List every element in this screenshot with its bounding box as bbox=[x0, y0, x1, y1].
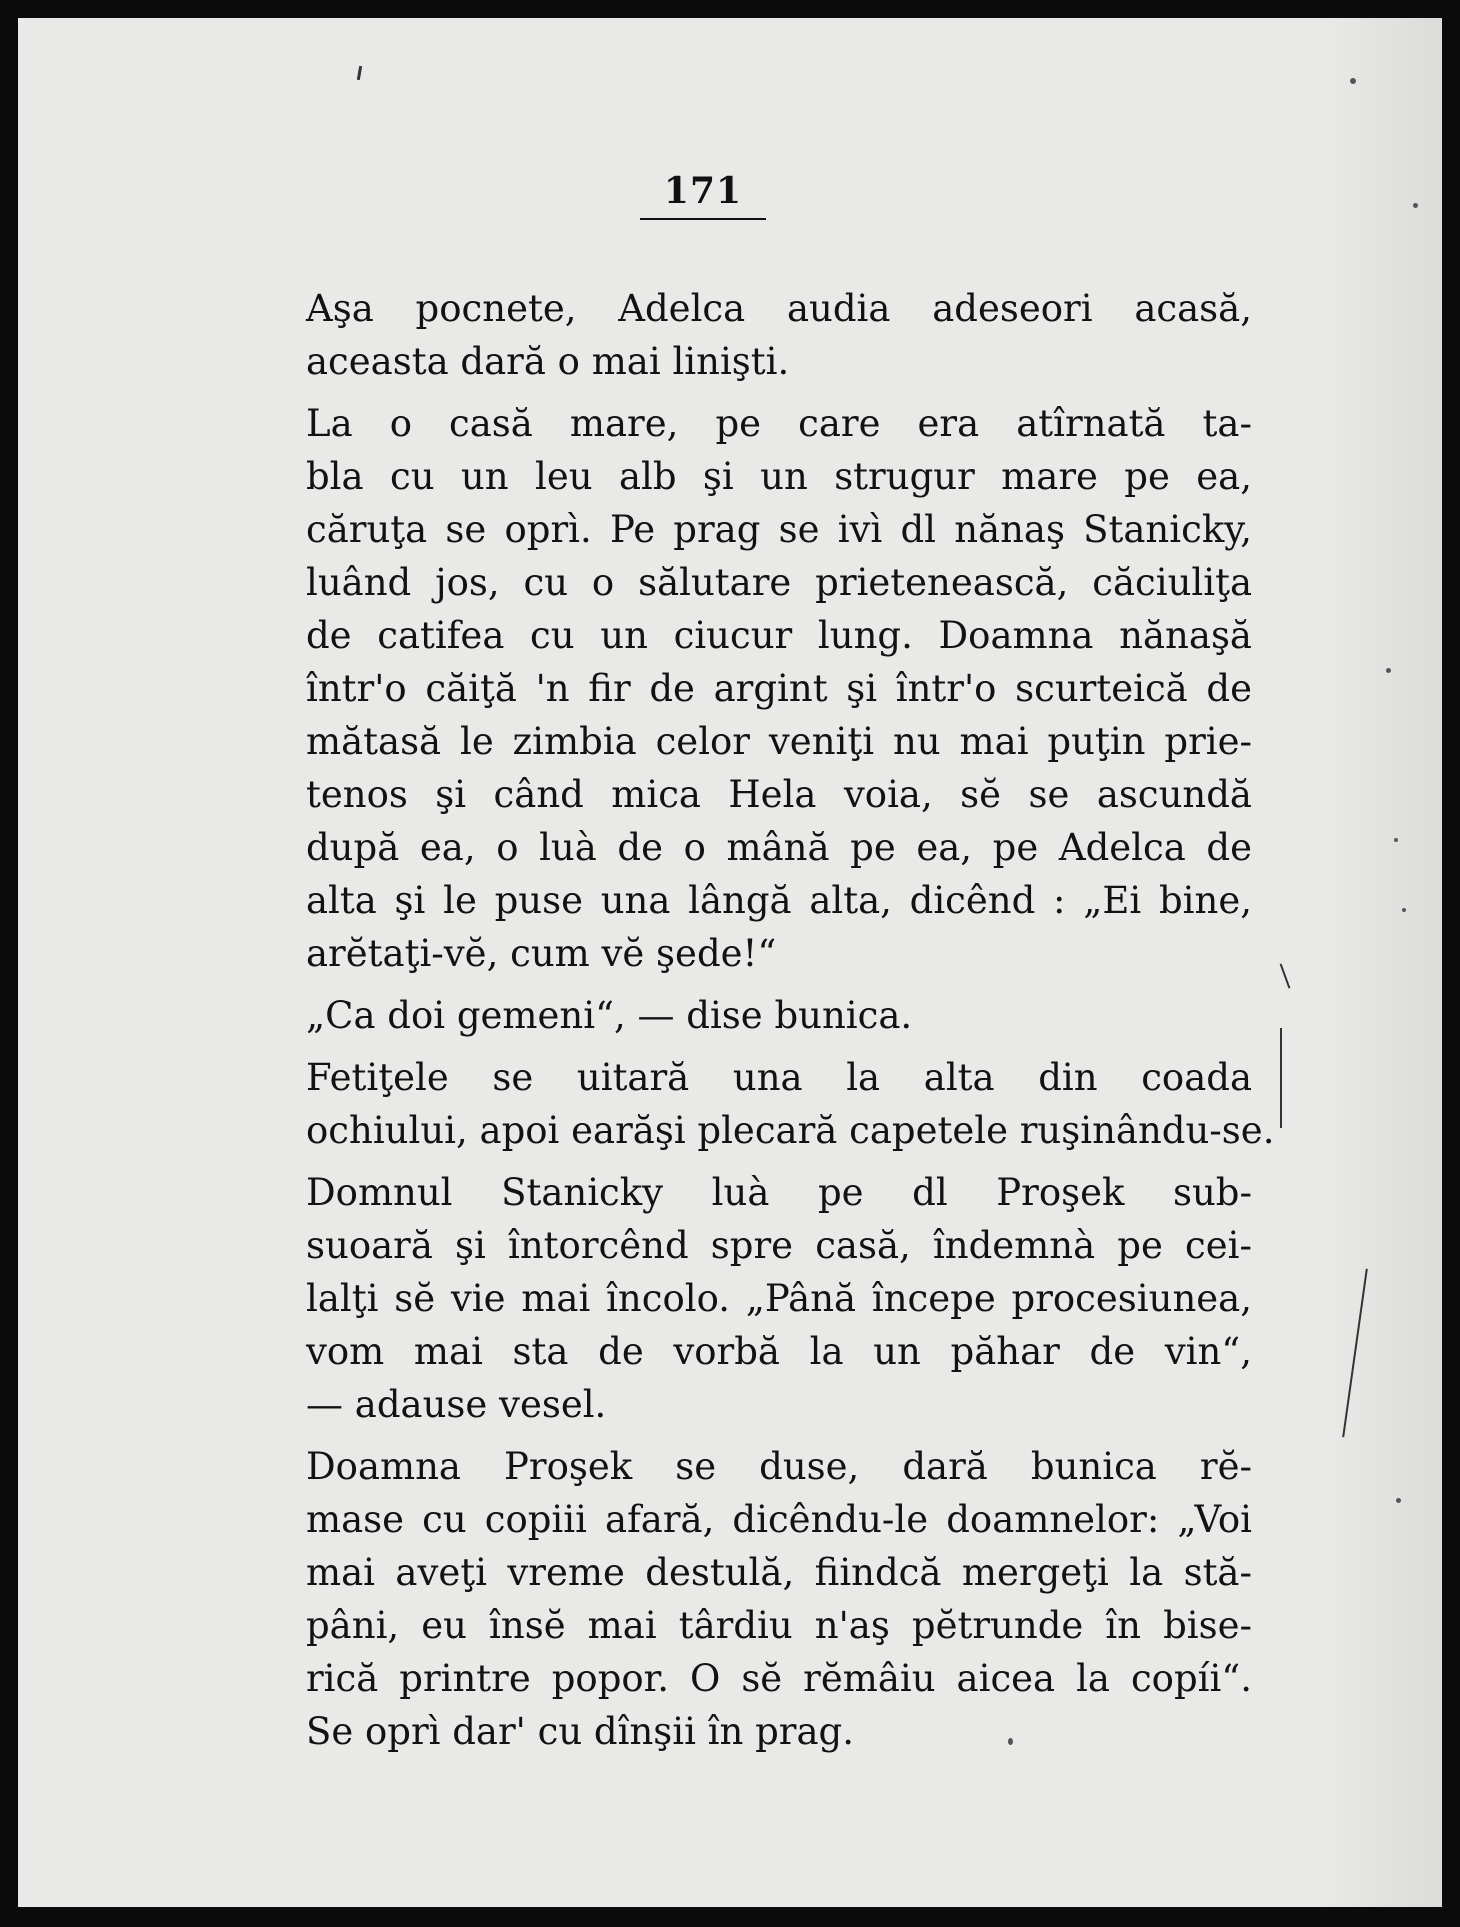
paragraph bbox=[178, 1051, 1275, 1157]
text-line: lalţi sĕ vie mai încolo. „Până începe procesiunea, bbox=[306, 1277, 1252, 1320]
text-line: mai aveţi vreme destulă, fiindcă mergeţi la stă- bbox=[306, 1551, 1252, 1594]
scan-scratch bbox=[1280, 1028, 1282, 1128]
text-line: arĕtaţi-vĕ, cum vĕ şede!“ bbox=[306, 932, 777, 975]
paragraph bbox=[178, 989, 1252, 1042]
scan-speck bbox=[1413, 203, 1418, 208]
scan-speck bbox=[1350, 78, 1356, 84]
text-line: — adause vesel. bbox=[306, 1383, 607, 1426]
text-line: suoară şi întorcênd spre casă, îndemnà pe cei- bbox=[306, 1224, 1252, 1267]
text-line: vom mai sta de vorbă la un păhar de vin“, bbox=[306, 1330, 1252, 1373]
scan-speck bbox=[1396, 1498, 1401, 1503]
text-line: Se oprì dar' cu dînşii în prag. bbox=[306, 1710, 854, 1753]
text-line: La o casă mare, pe care era atîrnată ta- bbox=[306, 402, 1252, 445]
scanned-page bbox=[18, 18, 1442, 1907]
page-edge-shadow bbox=[1322, 18, 1442, 1907]
text-line: „Ca doi gemeni“, — dise bunica. bbox=[306, 994, 913, 1037]
text-line: rică printre popor. O sĕ rĕmâiu aicea la copíi“. bbox=[306, 1657, 1252, 1700]
scan-speck bbox=[1394, 838, 1398, 842]
text-line: alta şi le puse una lângă alta, dicênd : „Ei bine, bbox=[306, 879, 1252, 922]
text-line: aceasta dară o mai linişti. bbox=[306, 340, 790, 383]
scan-scratch bbox=[357, 66, 362, 80]
page-number-rule bbox=[640, 218, 766, 220]
page-number: 171 bbox=[663, 170, 743, 212]
text-line: bla cu un leu alb şi un strugur mare pe ea, bbox=[306, 455, 1252, 498]
paragraph bbox=[178, 397, 1252, 980]
text-line: mase cu copiii afară, dicêndu-le doamnelor: „Voi bbox=[306, 1498, 1252, 1541]
paragraph bbox=[178, 1440, 1252, 1758]
text-line: ochiului, apoi earăşi plecară capetele ruşinându-se. bbox=[306, 1109, 1275, 1152]
text-line: Aşa pocnete, Adelca audia adeseori acasă, bbox=[306, 287, 1252, 330]
scan-speck bbox=[1008, 1738, 1013, 1745]
page-header bbox=[638, 170, 768, 220]
text-line: pâni, eu însĕ mai târdiu n'aş pĕtrunde în bise- bbox=[306, 1604, 1252, 1647]
text-line: după ea, o luà de o mână pe ea, pe Adelca de bbox=[306, 826, 1252, 869]
body-text bbox=[178, 282, 1275, 1767]
paragraph bbox=[178, 282, 1252, 388]
scan-speck bbox=[1386, 668, 1391, 673]
text-line: mătasă le zimbia celor veniţi nu mai puţin prie- bbox=[306, 720, 1252, 763]
text-line: de catifea cu un ciucur lung. Doamna nănaşă bbox=[306, 614, 1252, 657]
scan-speck bbox=[1402, 908, 1406, 912]
scan-scratch bbox=[1280, 963, 1291, 988]
text-line: Domnul Stanicky luà pe dl Proşek sub- bbox=[306, 1171, 1252, 1214]
text-line: într'o căiţă 'n fir de argint şi într'o scurteică de bbox=[306, 667, 1252, 710]
text-line: luând jos, cu o sălutare prietenească, căciuliţa bbox=[306, 561, 1252, 604]
text-line: Doamna Proşek se duse, dară bunica rĕ- bbox=[306, 1445, 1252, 1488]
text-line: tenos şi când mica Hela voia, sĕ se ascundă bbox=[306, 773, 1252, 816]
scan-scratch bbox=[1342, 1269, 1368, 1438]
paragraph bbox=[178, 1166, 1252, 1431]
text-line: Fetiţele se uitară una la alta din coada bbox=[306, 1056, 1252, 1099]
text-line: căruţa se oprì. Pe prag se ivì dl nănaş Stanicky, bbox=[306, 508, 1252, 551]
